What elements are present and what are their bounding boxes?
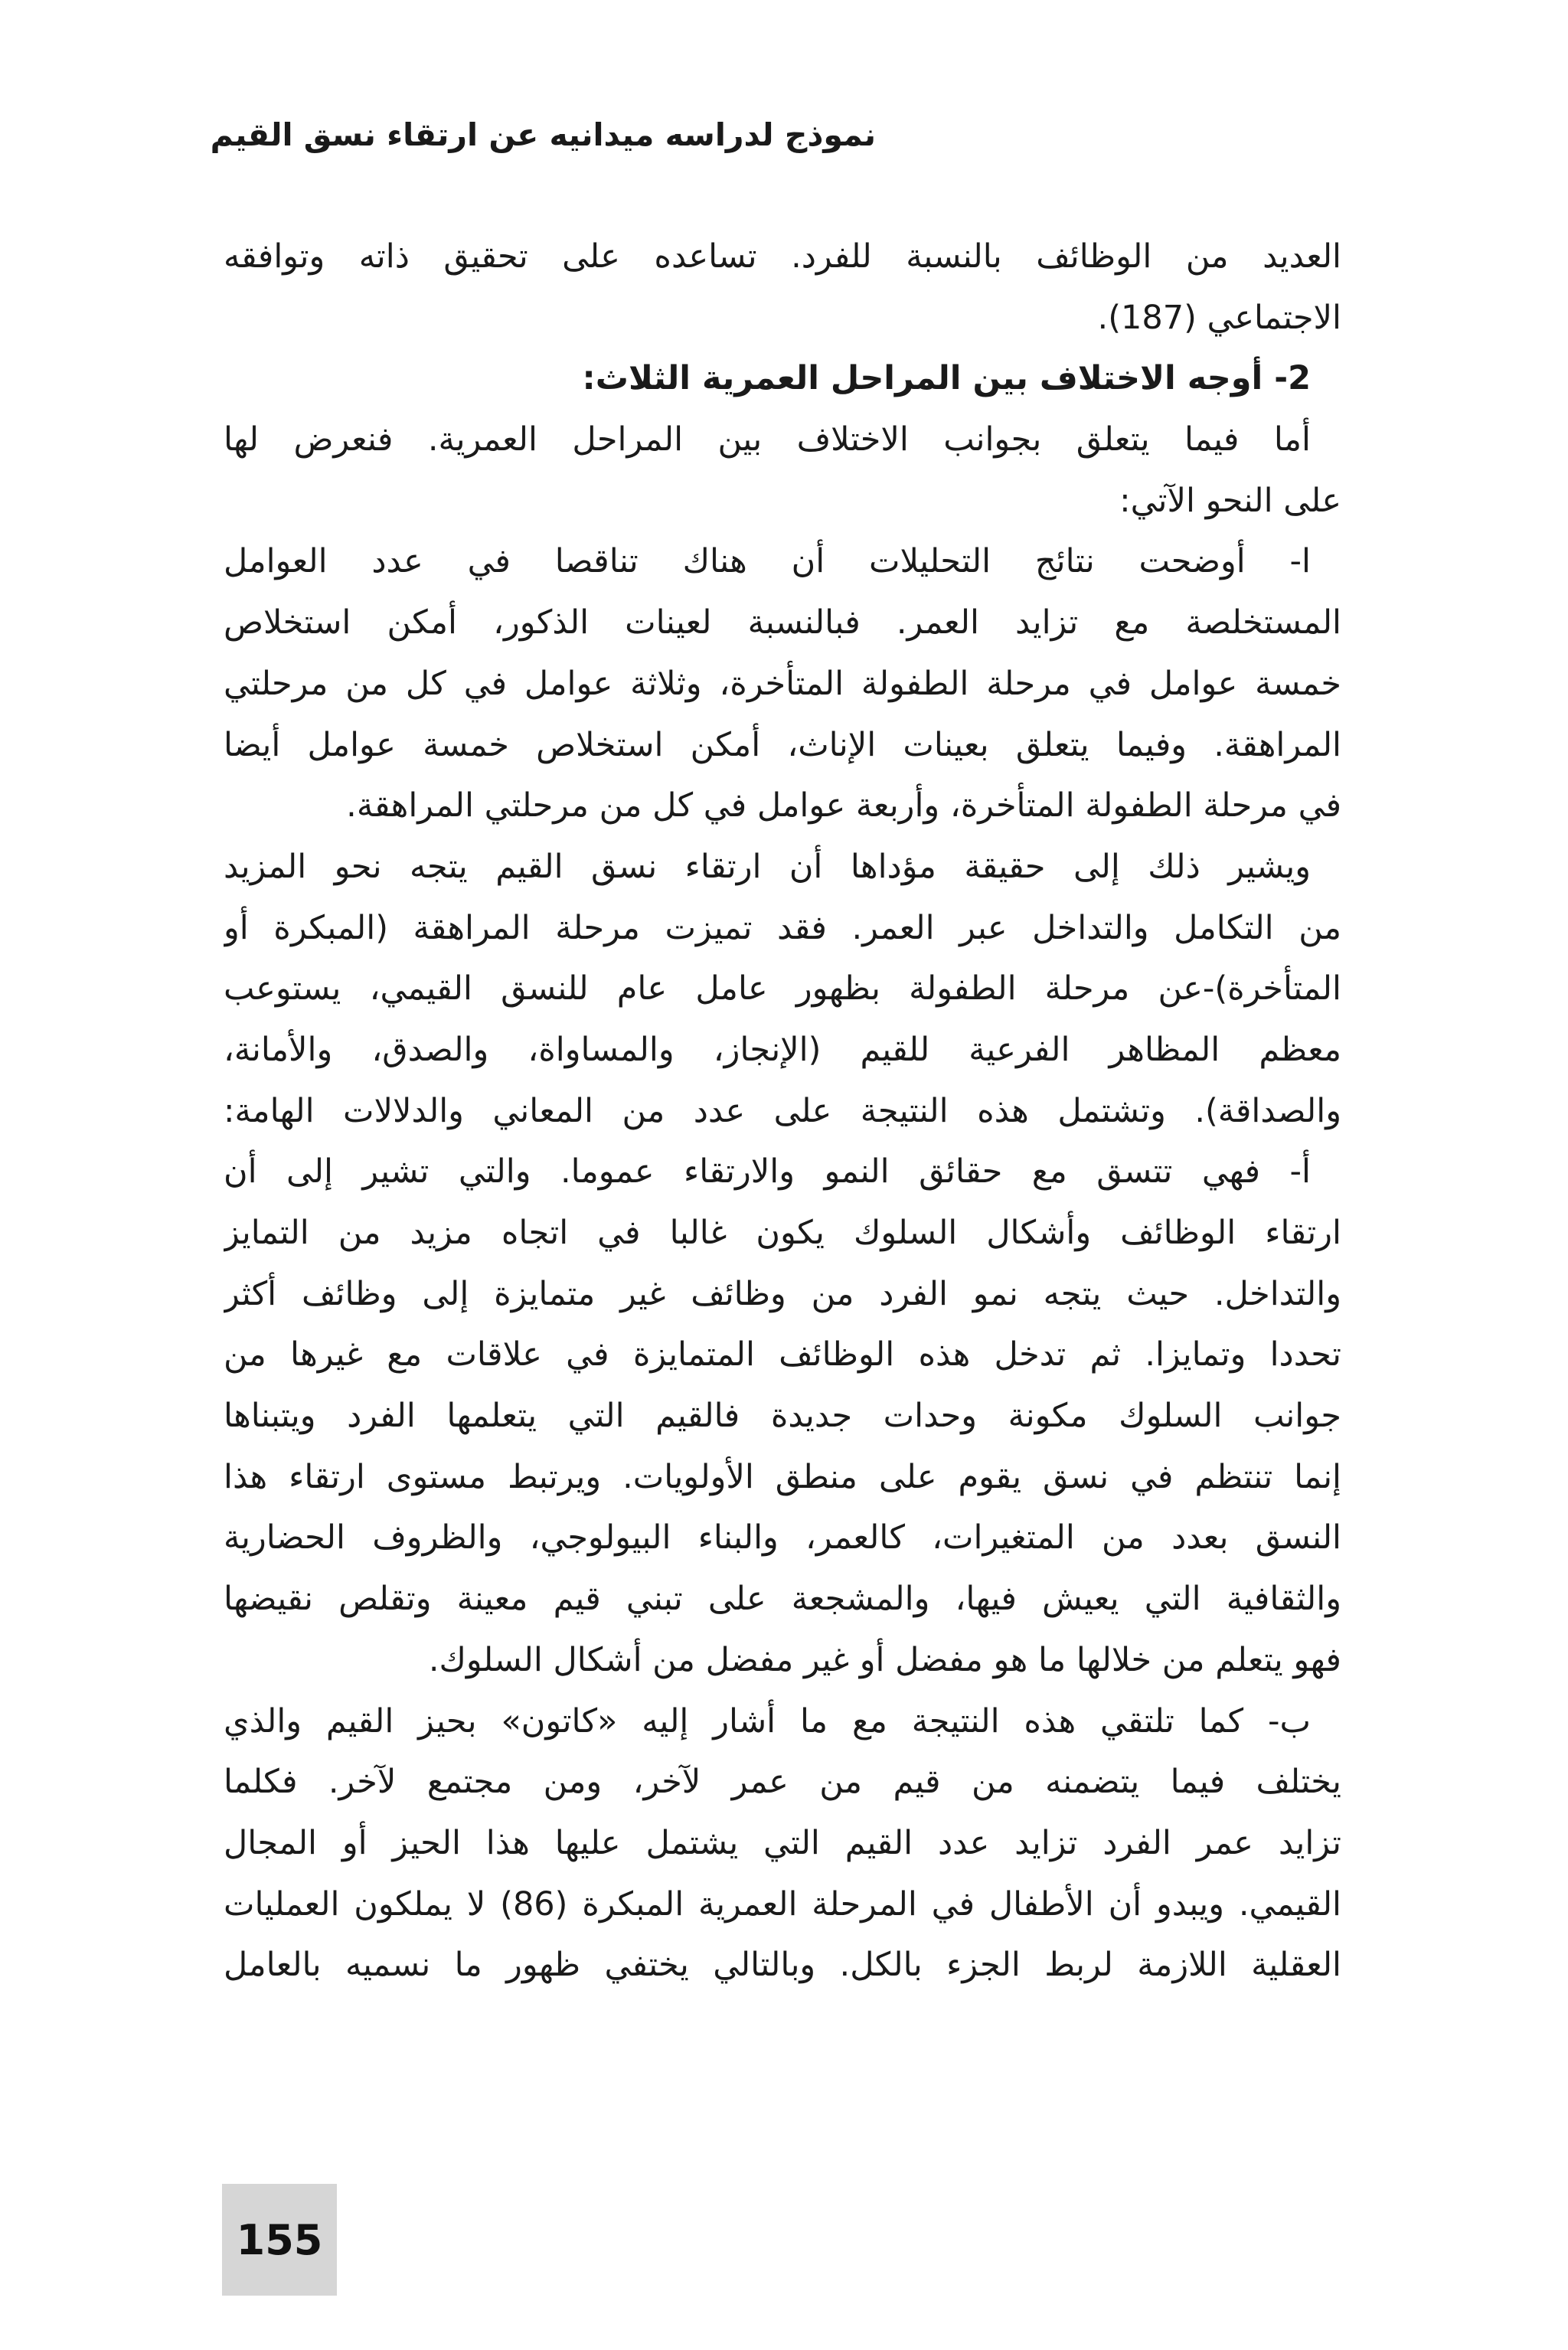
text-line: ا- أوضحت نتائج التحليلات أن هناك تناقصا في عدد العوامل xyxy=(224,542,1311,581)
text-line: فهو يتعلم من خلالها ما هو مفضل أو غير مفضل من أشكال السلوك. xyxy=(428,1640,1341,1679)
text-line: المتأخرة)-عن مرحلة الطفولة بظهور عامل عام للنسق القيمي، يستوعب xyxy=(224,969,1341,1008)
text-line: والتداخل. حيث يتجه نمو الفرد من وظائف غير متمايزة إلى وظائف أكثر xyxy=(224,1274,1341,1313)
text-line: الاجتماعي (187). xyxy=(1097,298,1341,337)
text-line: النسق بعدد من المتغيرات، كالعمر، والبناء البيولوجي، والظروف الحضارية xyxy=(224,1518,1341,1557)
text-line: المراهقة. وفيما يتعلق بعينات الإناث، أمكن استخلاص خمسة عوامل أيضا xyxy=(224,725,1341,764)
body-text xyxy=(224,227,1341,1996)
text-line: من التكامل والتداخل عبر العمر. فقد تميزت مرحلة المراهقة (المبكرة أو xyxy=(224,908,1341,947)
page-number: 155 xyxy=(236,2215,323,2264)
text-line: أما فيما يتعلق بجوانب الاختلاف بين المراحل العمرية. فنعرض لها xyxy=(224,420,1311,459)
text-line: العديد من الوظائف بالنسبة للفرد. تساعده على تحقيق ذاته وتوافقه xyxy=(224,237,1341,276)
text-line: ويشير ذلك إلى حقيقة مؤداها أن ارتقاء نسق القيم يتجه نحو المزيد xyxy=(224,847,1311,886)
text-line: على النحو الآتي: xyxy=(1119,481,1341,520)
text-line: العقلية اللازمة لربط الجزء بالكل. وبالتالي يختفي ظهور ما نسميه بالعامل xyxy=(224,1946,1341,1985)
text-line: ب- كما تلتقي هذه النتيجة مع ما أشار إليه «كاتون» بحيز القيم والذي xyxy=(224,1701,1311,1740)
text-line: معظم المظاهر الفرعية للقيم (الإنجاز، والمساواة، والصدق، والأمانة، xyxy=(224,1030,1341,1069)
text-line: ارتقاء الوظائف وأشكال السلوك يكون غالبا في اتجاه مزيد من التمايز xyxy=(224,1214,1341,1252)
text-line: القيمي. ويبدو أن الأطفال في المرحلة العمرية المبكرة (86) لا يملكون العمليات xyxy=(224,1884,1341,1923)
text-line: يختلف فيما يتضمنه من قيم من عمر لآخر، ومن مجتمع لآخر. فكلما xyxy=(224,1763,1341,1802)
text-line: والثقافية التي يعيش فيها، والمشجعة على تبني قيم معينة وتقلص نقيضها xyxy=(224,1580,1341,1619)
text-line: إنما تنتظم في نسق يقوم على منطق الأولويات. ويرتبط مستوى ارتقاء هذا xyxy=(224,1457,1341,1496)
text-line: تحددا وتمايزا. ثم تدخل هذه الوظائف المتمايزة في علاقات مع غيرها من xyxy=(224,1335,1341,1374)
text-line: أ- فهي تتسق مع حقائق النمو والارتقاء عموما. والتي تشير إلى أن xyxy=(224,1152,1311,1191)
text-line: في مرحلة الطفولة المتأخرة، وأربعة عوامل في كل من مرحلتي المراهقة. xyxy=(346,786,1341,825)
section-subheading: 2- أوجه الاختلاف بين المراحل العمرية الثلاث: xyxy=(582,359,1311,398)
text-line: جوانب السلوك مكونة وحدات جديدة فالقيم التي يتعلمها الفرد ويتبناها xyxy=(224,1397,1341,1436)
text-line: والصداقة). وتشتمل هذه النتيجة على عدد من المعاني والدلالات الهامة: xyxy=(224,1091,1341,1130)
text-line: خمسة عوامل في مرحلة الطفولة المتأخرة، وثلاثة عوامل في كل من مرحلتي xyxy=(224,664,1341,703)
page-number-box xyxy=(222,2184,337,2296)
text-line: تزايد عمر الفرد تزايد عدد القيم التي يشتمل عليها هذا الحيز أو المجال xyxy=(224,1823,1341,1862)
running-header: نموذج لدراسه ميدانيه عن ارتقاء نسق القيم xyxy=(210,116,876,153)
text-line: المستخلصة مع تزايد العمر. فبالنسبة لعينات الذكور، أمكن استخلاص xyxy=(224,603,1341,642)
